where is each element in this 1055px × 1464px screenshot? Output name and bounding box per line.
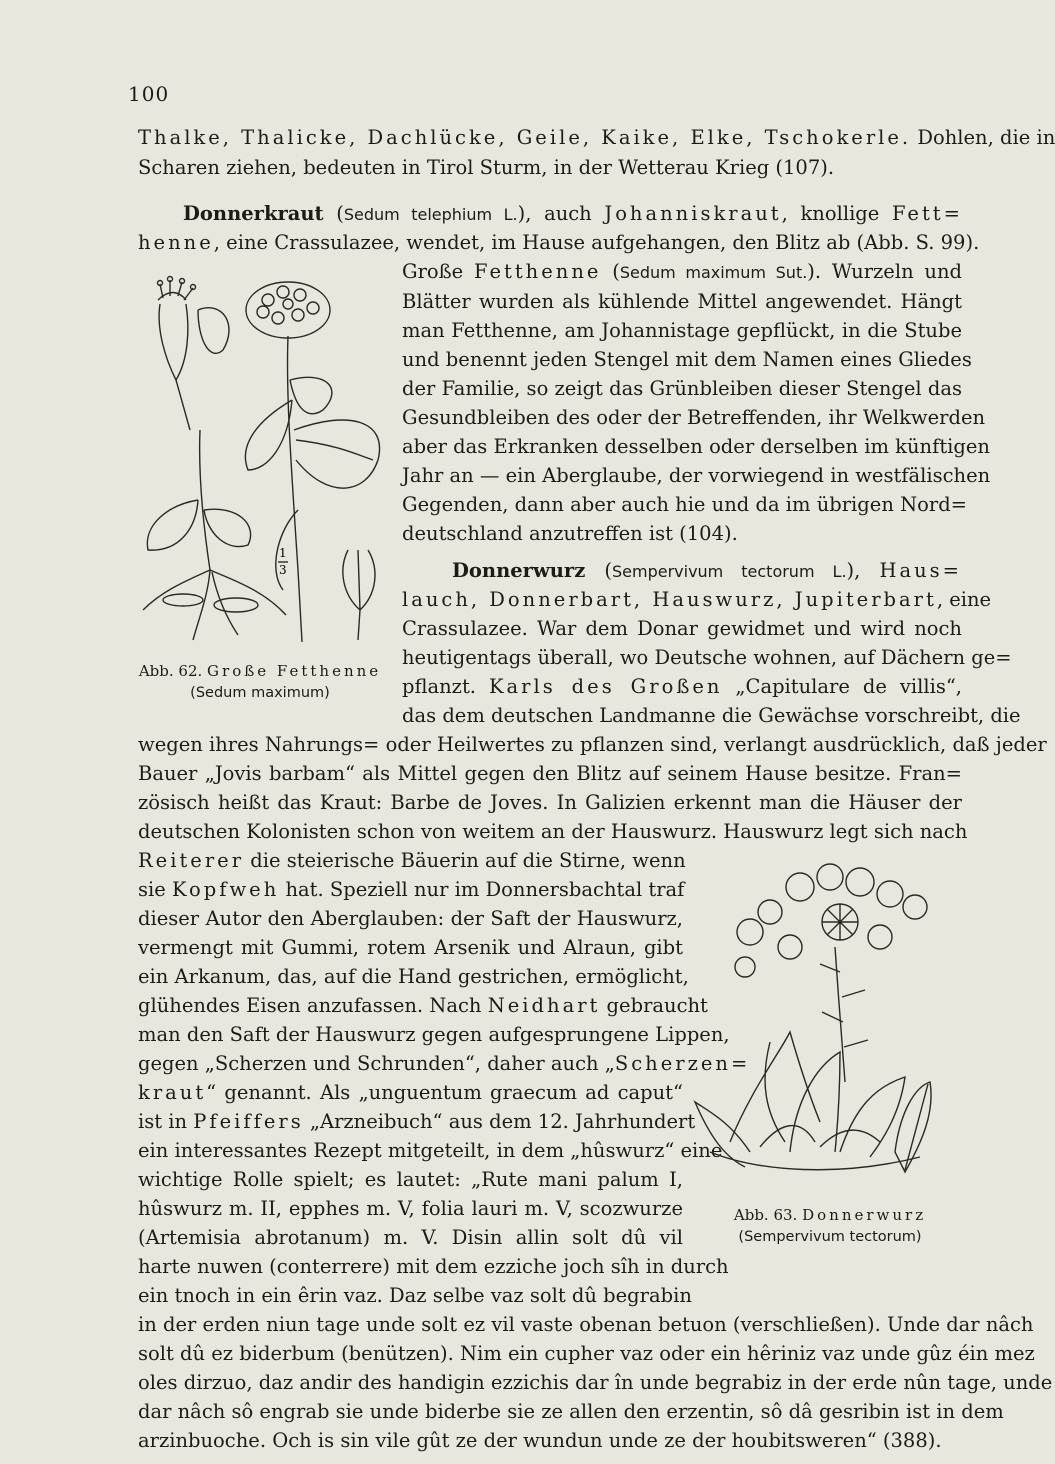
text-run: Fett= xyxy=(891,202,963,225)
text-run: man Fetthenne, am Johannistage gepflückt, in die Stube xyxy=(402,319,962,342)
fig63-latin-name: (Sempervivum tectorum) xyxy=(738,1229,922,1245)
text-line xyxy=(402,672,962,702)
text-line xyxy=(402,585,992,615)
text-run: Johanniskraut xyxy=(604,202,782,225)
scale-denominator: 3 xyxy=(279,563,287,577)
text-run: die steierische Bäuerin auf die Stirne, wenn xyxy=(244,849,686,872)
text-run: Gesundbleiben des oder der Betreffenden, ihr Welkwerden xyxy=(402,406,986,429)
text-run: Donnerwurz xyxy=(452,559,586,582)
text-run: ( xyxy=(601,260,620,283)
text-line xyxy=(138,1339,1035,1369)
text-run: Kopfweh xyxy=(171,878,280,901)
text-line xyxy=(138,933,683,963)
sedum-maximum-illustration xyxy=(138,270,390,655)
text-run: Jahr an — ein Aberglaube, der vorwiegend in westfälischen xyxy=(402,464,991,487)
text-line xyxy=(138,1049,751,1079)
text-line xyxy=(402,287,962,317)
text-run: Blätter wurden als kühlende Mittel angewendet. Hängt xyxy=(402,290,962,313)
text-line xyxy=(402,316,962,346)
text-line xyxy=(402,374,962,404)
text-run: Scherzen= xyxy=(614,1052,751,1075)
text-run: henne xyxy=(138,231,214,254)
text-run: Haus= xyxy=(879,559,962,582)
text-run: ein Arkanum, das, auf die Hand gestrichen, ermöglicht, xyxy=(138,965,689,988)
text-line xyxy=(138,1165,683,1195)
text-run: Sempervivum tectorum L. xyxy=(611,562,847,581)
text-run: lauch, Donnerbart, Hauswurz, Jupiterbart xyxy=(402,588,937,611)
text-run: Dohlen, die in xyxy=(911,126,1055,149)
text-run: pflanzt. xyxy=(402,675,489,698)
text-run: wegen ihres Nahrungs= oder Heilwertes zu pflanzen sind, verlangt ausdrücklich, daß jeder xyxy=(138,733,1047,756)
text-line xyxy=(138,904,683,934)
text-run: , knollige xyxy=(781,202,892,225)
text-run: solt dû ez biderbum (benützen). Nim ein cupher vaz oder ein hêriniz vaz unde gûz éin mez xyxy=(138,1342,1035,1365)
text-run: Thalke, Thalicke, Dachlücke, Geile, Kaike, Elke, Tschokerle. xyxy=(138,126,912,149)
text-line xyxy=(138,846,686,876)
text-run: das dem deutschen Landmanne die Gewächse vorschreibt, die xyxy=(402,704,1021,727)
text-run: heutigentags überall, wo Deutsche wohnen, auf Dächern ge= xyxy=(402,646,1012,669)
text-run: zösisch heißt das Kraut: Barbe de Joves. In Galizien erkennt man die Häuser der xyxy=(138,791,962,814)
text-run: Bauer „Jovis barbam“ als Mittel gegen den Blitz auf seinem Hause besitze. Fran= xyxy=(138,762,962,785)
text-run: dieser Autor den Aberglauben: der Saft der Hauswurz, xyxy=(138,907,683,930)
text-line xyxy=(138,1136,723,1166)
text-line xyxy=(138,817,968,847)
text-run: deutschen Kolonisten schon von weitem an der Hauswurz. Hauswurz legt sich nach xyxy=(138,820,968,843)
text-run: in der erden niun tage unde solt ez vil vaste obenan betuon (verschließen). Unde dar nâch xyxy=(138,1313,1034,1336)
text-line xyxy=(402,403,986,433)
text-run: glühendes Eisen anzufassen. Nach xyxy=(138,994,488,1017)
text-run: ( xyxy=(585,559,612,582)
fig62-name: Große Fetthenne xyxy=(207,662,382,680)
text-run: ), xyxy=(846,559,880,582)
text-line xyxy=(452,556,962,587)
text-run: harte nuwen (conterrere) mit dem ezziche joch sîh in durch xyxy=(138,1255,729,1278)
text-line xyxy=(138,1252,729,1282)
text-line xyxy=(138,1368,1053,1398)
text-line xyxy=(138,1194,683,1224)
text-run: aber das Erkranken desselben oder derselben im künftigen xyxy=(402,435,990,458)
text-run: arzinbuoche. Och is sin vile gût ze der wundun unde ze der houbitsweren“ (388). xyxy=(138,1429,942,1452)
sempervivum-illustration xyxy=(690,852,960,1182)
text-line xyxy=(402,345,972,375)
text-line xyxy=(138,1078,683,1108)
text-run: deutschland anzutreffen ist (104). xyxy=(402,522,738,545)
text-line xyxy=(138,1310,1034,1340)
fig63-label: Abb. 63. xyxy=(733,1206,798,1224)
text-run: (Artemisia abrotanum) m. V. Disin allin solt dû vil xyxy=(138,1226,683,1249)
text-line xyxy=(183,199,963,230)
scale-numerator: 1 xyxy=(279,546,287,560)
text-line xyxy=(402,643,1012,673)
text-line xyxy=(138,759,962,789)
text-line xyxy=(402,432,990,462)
text-run: hûswurz m. II, epphes m. V, folia lauri m. V, scozwurze xyxy=(138,1197,683,1220)
text-run: , eine xyxy=(936,588,992,611)
text-line xyxy=(402,461,991,491)
text-run: wichtige Rolle spielt; es lautet: „Rute mani palum I, xyxy=(138,1168,683,1191)
text-line xyxy=(402,614,962,644)
text-run: Große xyxy=(402,260,474,283)
text-line xyxy=(402,490,968,520)
text-line xyxy=(138,1223,683,1253)
text-line xyxy=(138,991,708,1021)
text-run: „Capitulare de villis“, xyxy=(722,675,962,698)
text-run: “ genannt. Als „unguentum graecum ad caput“ xyxy=(206,1081,683,1104)
text-line xyxy=(138,123,1055,153)
text-line xyxy=(138,153,962,183)
text-line xyxy=(138,1281,692,1311)
text-run: Gegenden, dann aber auch hie und da im übrigen Nord= xyxy=(402,493,968,516)
text-line xyxy=(138,1426,962,1456)
fig63-name: Donnerwurz xyxy=(802,1206,927,1224)
text-line xyxy=(402,519,962,549)
text-run: ist in xyxy=(138,1110,194,1133)
text-line xyxy=(138,730,1047,760)
text-run: Sedum telephium L. xyxy=(343,205,518,224)
text-line xyxy=(138,788,962,818)
text-run: Reiterer xyxy=(138,849,245,872)
text-run: sie xyxy=(138,878,172,901)
text-run: dar nâch sô engrab sie unde biderbe sie ze allen den erzentin, sô dâ gesribin ist in dem xyxy=(138,1400,1004,1423)
text-line xyxy=(402,257,962,288)
text-run: , eine Crassulazee, wendet, im Hause aufgehangen, den Blitz ab (Abb. S. 99). xyxy=(213,231,980,254)
text-run: Neidhart xyxy=(487,994,601,1017)
text-run: ein tnoch in ein êrin vaz. Daz selbe vaz solt dû begrabin xyxy=(138,1284,692,1307)
page-number: 100 xyxy=(128,82,170,106)
text-run: Sedum maximum Sut. xyxy=(619,263,808,282)
text-line xyxy=(138,1020,730,1050)
text-line xyxy=(402,701,1021,731)
text-run: gegen „Scherzen und Schrunden“, daher auch „ xyxy=(138,1052,615,1075)
text-run: ( xyxy=(323,202,344,225)
text-run: Crassulazee. War dem Donar gewidmet und wird noch xyxy=(402,617,962,640)
text-run: „Arzneibuch“ aus dem 12. Jahrhundert xyxy=(303,1110,696,1133)
text-run: der Familie, so zeigt das Grünbleiben dieser Stengel das xyxy=(402,377,962,400)
text-run: Donnerkraut xyxy=(183,202,324,225)
text-run: vermengt mit Gummi, rotem Arsenik und Alraun, gibt xyxy=(138,936,683,959)
text-run: ), auch xyxy=(517,202,605,225)
text-run: ). Wurzeln und xyxy=(807,260,962,283)
text-run: Fetthenne xyxy=(473,260,602,283)
text-line xyxy=(138,228,980,258)
fig62-label: Abb. 62. xyxy=(138,662,203,680)
fig62-latin-name: (Sedum maximum) xyxy=(190,685,330,701)
text-run: oles dirzuo, daz andir des handigin ezzichis dar în unde begrabiz in der erde nûn tage, unde xyxy=(138,1371,1053,1394)
text-line xyxy=(138,1107,696,1137)
text-run: ein interessantes Rezept mitgeteilt, in dem „hûswurz“ eine xyxy=(138,1139,723,1162)
text-run: kraut xyxy=(138,1081,207,1104)
text-run: Scharen ziehen, bedeuten in Tirol Sturm, in der Wetterau Krieg (107). xyxy=(138,156,835,179)
text-line xyxy=(138,962,689,992)
text-run: man den Saft der Hauswurz gegen aufgesprungene Lippen, xyxy=(138,1023,730,1046)
figure-63-caption xyxy=(690,1204,970,1248)
text-line xyxy=(138,1397,1004,1427)
text-run: gebraucht xyxy=(600,994,708,1017)
text-run: Karls des Großen xyxy=(488,675,723,698)
text-run: hat. Speziell nur im Donnersbachtal traf xyxy=(279,878,685,901)
figure-62-caption xyxy=(130,660,390,704)
text-run: Pfeiffers xyxy=(193,1110,304,1133)
text-line xyxy=(138,875,683,905)
text-run: und benennt jeden Stengel mit dem Namen eines Gliedes xyxy=(402,348,972,371)
